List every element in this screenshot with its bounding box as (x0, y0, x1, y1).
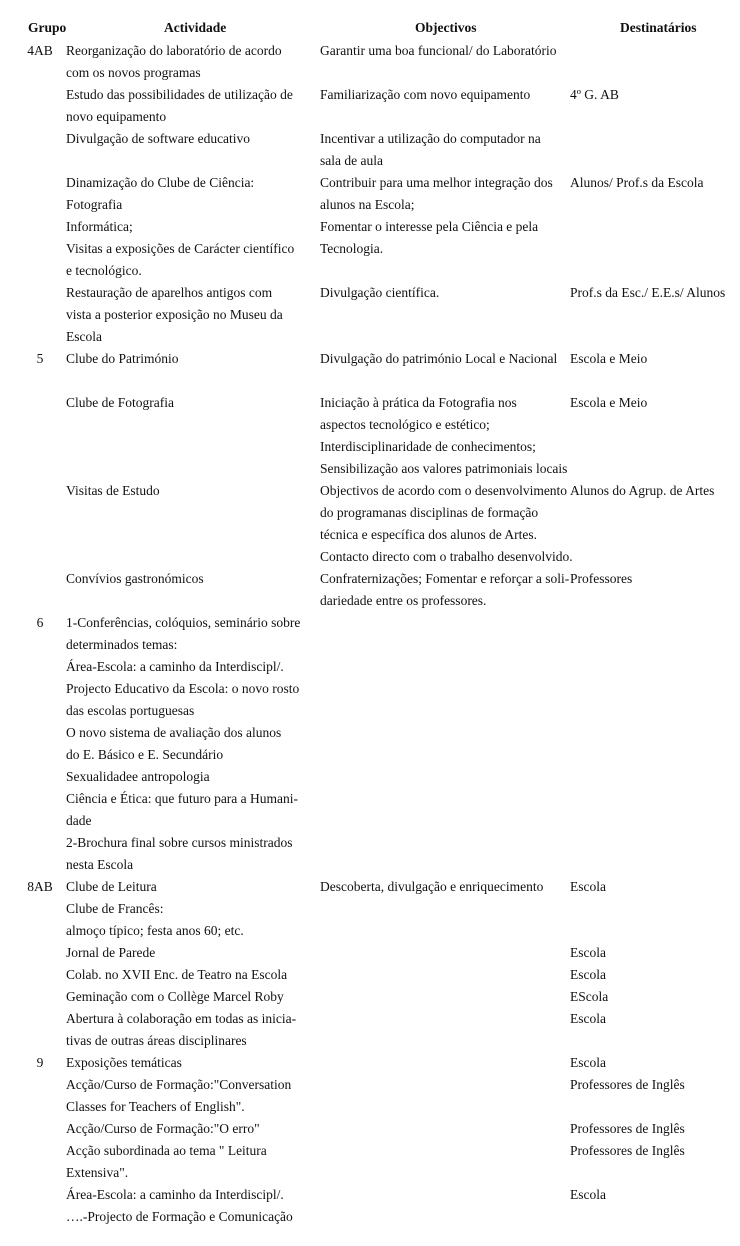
actividade-cell (66, 1008, 306, 1052)
cell-line: aspectos tecnológico e estético; (320, 417, 490, 432)
cell-line: sala de aula (320, 153, 383, 168)
grupo-cell: 9 (36, 1055, 44, 1070)
table-row (0, 1052, 740, 1074)
destinatarios-cell (570, 1184, 735, 1206)
cell-line: Divulgação do património Local e Nacional (320, 351, 558, 366)
cell-line: Familiarização com novo equipamento (320, 87, 531, 102)
cell-line: Colab. no XVII Enc. de Teatro na Escola (66, 967, 288, 982)
cell-line: do programanas disciplinas de formação (320, 505, 539, 520)
cell-line: Escola (570, 1011, 606, 1026)
table-row (0, 1206, 740, 1228)
cell-line: Acção/Curso de Formação:"Conversation (66, 1077, 292, 1092)
header-actividade: Actividade (164, 20, 227, 35)
table-row (0, 392, 740, 480)
cell-line: Sensibilização aos valores patrimoniais locais (320, 461, 568, 476)
cell-line: Contribuir para uma melhor integração dos (320, 175, 553, 190)
cell-line: Visitas a exposições de Carácter científico (66, 241, 295, 256)
cell-line: Clube de Fotografia (66, 395, 174, 410)
destinatarios-cell (570, 392, 735, 414)
cell-line: Clube de Leitura (66, 879, 157, 894)
cell-line: Iniciação à prática da Fotografia nos (320, 395, 517, 410)
cell-line (66, 370, 306, 392)
cell-line: Fomentar o interesse pela Ciência e pela (320, 219, 539, 234)
cell-line: Interdisciplinaridade de conhecimentos; (320, 439, 536, 454)
cell-line: almoço típico; festa anos 60; etc. (66, 923, 244, 938)
cell-line: Estudo das possibilidades de utilização de (66, 87, 293, 102)
grupo-cell: 4AB (27, 43, 53, 58)
cell-line: das escolas portuguesas (66, 703, 195, 718)
cell-line: Geminação com o Collège Marcel Roby (66, 989, 284, 1004)
objectivos-cell (320, 568, 570, 612)
cell-line: Projecto Educativo da Escola: o novo rosto (66, 681, 300, 696)
table-row (0, 1118, 740, 1140)
table-row (0, 1140, 740, 1184)
actividade-cell (66, 986, 306, 1008)
cell-line: determinados temas: (66, 637, 178, 652)
table-row (0, 964, 740, 986)
cell-line: Objectivos de acordo com o desenvolvimento (320, 483, 568, 498)
cell-line: Confraternizações; Fomentar e reforçar a soli- (320, 571, 570, 586)
cell-line: Clube de Francês: (66, 901, 164, 916)
destinatarios-cell (570, 1140, 735, 1162)
objectivos-cell (320, 392, 568, 480)
cell-line: do E. Básico e E. Secundário (66, 747, 224, 762)
cell-line: Fotografia (66, 197, 123, 212)
actividade-cell (66, 1052, 306, 1074)
table-row (0, 1008, 740, 1052)
actividade-cell (66, 172, 306, 282)
cell-line: Área-Escola: a caminho da Interdiscipl/. (66, 1187, 284, 1202)
table-row (0, 282, 740, 348)
objectivos-cell (320, 172, 555, 260)
table-row (0, 1074, 740, 1118)
destinatarios-cell (570, 480, 735, 502)
table-row (0, 612, 740, 876)
actividade-cell (66, 942, 306, 964)
table-row (0, 1184, 740, 1206)
cell-line: 2-Brochura final sobre cursos ministrados (66, 835, 293, 850)
cell-line: Prof.s da Esc./ E.E.s/ Alunos (570, 285, 726, 300)
destinatarios-cell (570, 876, 735, 898)
actividade-cell (66, 348, 306, 392)
table-row (0, 942, 740, 964)
cell-line: Extensiva". (66, 1165, 129, 1180)
cell-line: Escola e Meio (570, 395, 648, 410)
destinatarios-cell (570, 84, 735, 106)
cell-line: Visitas de Estudo (66, 483, 160, 498)
cell-line: novo equipamento (66, 109, 167, 124)
table-row (0, 876, 740, 942)
cell-line: Jornal de Parede (66, 945, 156, 960)
table-row (0, 480, 740, 568)
destinatarios-cell (570, 986, 735, 1008)
cell-line: Ciência e Ética: que futuro para a Humani- (66, 791, 299, 806)
grupo-cell: 6 (36, 615, 44, 630)
destinatarios-cell (570, 1074, 735, 1096)
header-destinatarios: Destinatários (620, 20, 697, 35)
cell-line: Professores de Inglês (570, 1121, 685, 1136)
destinatarios-cell (570, 964, 735, 986)
table-row (0, 128, 740, 172)
cell-line (66, 150, 306, 172)
actividade-cell (66, 84, 306, 128)
destinatarios-cell (570, 1052, 735, 1074)
cell-line: Tecnologia. (320, 241, 384, 256)
cell-line: Exposições temáticas (66, 1055, 182, 1070)
grupo-cell: 5 (36, 351, 44, 366)
objectivos-cell (320, 40, 555, 62)
cell-line: Dinamização do Clube de Ciência: (66, 175, 255, 190)
cell-line: Incentivar a utilização do computador na (320, 131, 541, 146)
actividade-cell (66, 1140, 306, 1184)
cell-line: Escola (570, 945, 606, 960)
cell-line: Escola (570, 879, 606, 894)
cell-line: Sexualidadee antropologia (66, 769, 210, 784)
activities-table (0, 40, 740, 1228)
cell-line: Alunos do Agrup. de Artes (570, 483, 715, 498)
cell-line: Informática; (66, 219, 133, 234)
objectivos-cell (320, 128, 555, 172)
cell-line: O novo sistema de avaliação dos alunos (66, 725, 282, 740)
header-grupo: Grupo (28, 20, 67, 35)
cell-line: Alunos/ Prof.s da Escola (570, 175, 704, 190)
cell-line: Escola e Meio (570, 351, 648, 366)
actividade-cell (66, 480, 306, 502)
cell-line: Restauração de aparelhos antigos com (66, 285, 273, 300)
destinatarios-cell (570, 1008, 735, 1030)
table-row (0, 986, 740, 1008)
cell-line: Acção/Curso de Formação:"O erro" (66, 1121, 260, 1136)
cell-line: com os novos programas (66, 65, 201, 80)
cell-line: Divulgação de software educativo (66, 131, 251, 146)
actividade-cell (66, 282, 306, 348)
cell-line: tivas de outras áreas disciplinares (66, 1033, 247, 1048)
cell-line: Escola (570, 967, 606, 982)
cell-line: alunos na Escola; (320, 197, 415, 212)
cell-line: Convívios gastronómicos (66, 571, 204, 586)
table-row (0, 40, 740, 84)
cell-line: Professores (570, 571, 633, 586)
actividade-cell (66, 1184, 306, 1206)
cell-line: EScola (570, 989, 609, 1004)
destinatarios-cell (570, 568, 735, 590)
destinatarios-cell (570, 942, 735, 964)
destinatarios-cell (570, 282, 735, 304)
grupo-cell: 8AB (27, 879, 53, 894)
table-row (0, 348, 740, 392)
actividade-cell (66, 40, 306, 84)
destinatarios-cell (570, 172, 735, 194)
objectivos-cell (320, 480, 573, 568)
actividade-cell (66, 128, 306, 172)
cell-line: dade (66, 813, 92, 828)
cell-line: 1-Conferências, colóquios, seminário sobre (66, 615, 301, 630)
destinatarios-cell (570, 1118, 735, 1140)
actividade-cell (66, 964, 306, 986)
cell-line: Acção subordinada ao tema " Leitura (66, 1143, 267, 1158)
table-row (0, 172, 740, 282)
objectivos-cell (320, 876, 555, 898)
actividade-cell (66, 612, 306, 876)
cell-line: Escola (66, 329, 102, 344)
cell-line: técnica e específica dos alunos de Artes. (320, 527, 538, 542)
destinatarios-cell (570, 348, 735, 370)
cell-line: Clube do Património (66, 351, 179, 366)
cell-line: e tecnológico. (66, 263, 142, 278)
cell-line: Abertura à colaboração em todas as inicia- (66, 1011, 297, 1026)
cell-line: Professores de Inglês (570, 1143, 685, 1158)
cell-line: Garantir uma boa funcional/ do Laboratório (320, 43, 557, 58)
cell-line: Escola (570, 1055, 606, 1070)
actividade-cell (66, 1074, 306, 1118)
objectivos-cell (320, 348, 558, 370)
cell-line: Reorganização do laboratório de acordo (66, 43, 282, 58)
header-objectivos: Objectivos (415, 20, 477, 35)
cell-line: Área-Escola: a caminho da Interdiscipl/. (66, 659, 284, 674)
cell-line: Divulgação científica. (320, 285, 440, 300)
cell-line: nesta Escola (66, 857, 134, 872)
table-row (0, 568, 740, 612)
cell-line: Classes for Teachers of English". (66, 1099, 245, 1114)
cell-line: vista a posterior exposição no Museu da (66, 307, 283, 322)
cell-line: ….-Projecto de Formação e Comunicação (66, 1209, 293, 1224)
cell-line: Descoberta, divulgação e enriquecimento (320, 879, 544, 894)
actividade-cell (66, 876, 306, 942)
actividade-cell (66, 392, 306, 414)
objectivos-cell (320, 282, 555, 304)
actividade-cell (66, 1118, 306, 1140)
cell-line: dariedade entre os professores. (320, 593, 487, 608)
objectivos-cell (320, 84, 555, 106)
actividade-cell (66, 1206, 306, 1228)
table-row (0, 84, 740, 128)
cell-line: Contacto directo com o trabalho desenvolvido. (320, 549, 573, 564)
cell-line: 4º G. AB (570, 87, 619, 102)
cell-line: Escola (570, 1187, 606, 1202)
actividade-cell (66, 568, 306, 590)
cell-line: Professores de Inglês (570, 1077, 685, 1092)
